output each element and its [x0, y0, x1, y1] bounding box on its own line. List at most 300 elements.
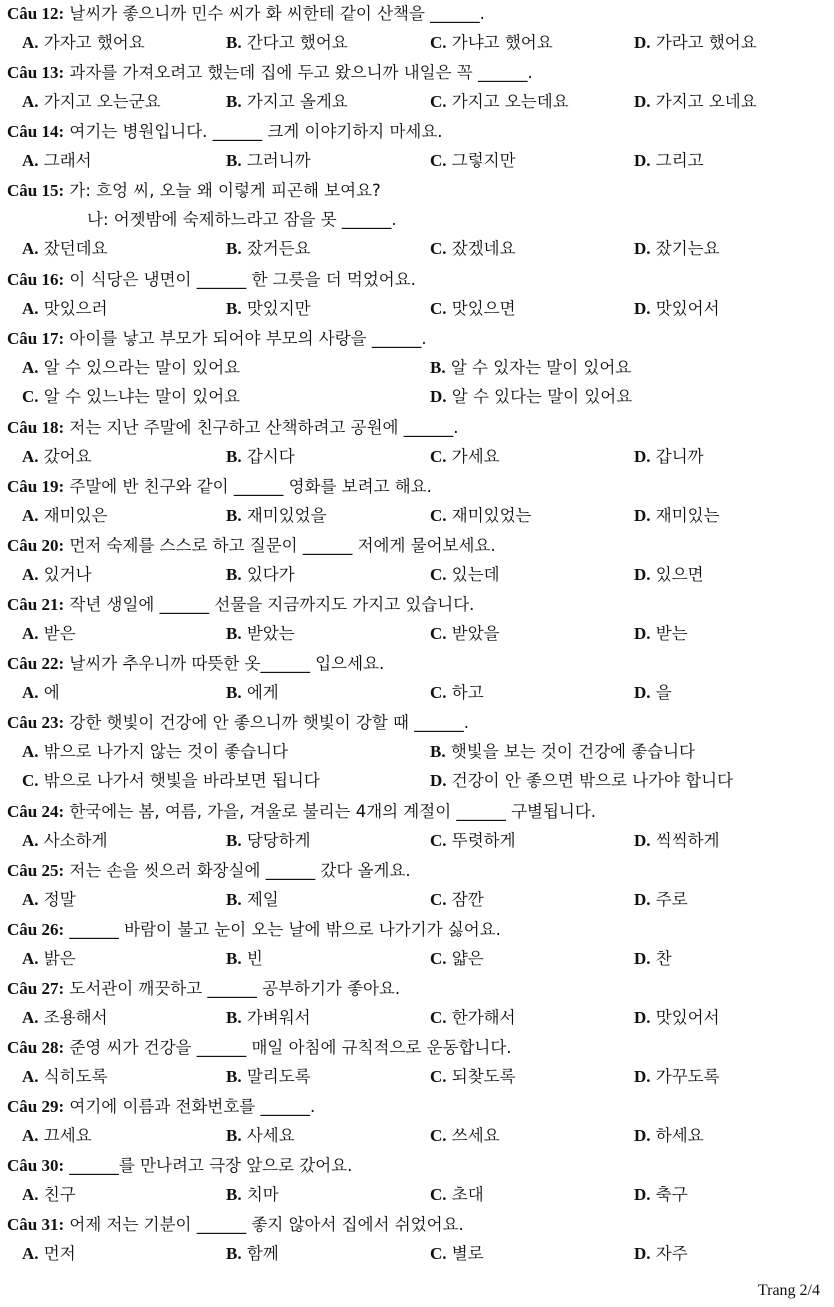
answer-option: [634, 831, 720, 851]
option-text: 하고: [451, 683, 484, 702]
option-letter: C.: [430, 1126, 447, 1145]
question-number: Câu 12:: [7, 4, 65, 23]
option-letter: D.: [634, 890, 651, 909]
question-stem: [7, 418, 458, 438]
question-text: 여기는 병원입니다. ______ 크게 이야기하지 마세요.: [64, 122, 443, 141]
question-text: 날씨가 좋으니까 민수 씨가 화 씨한테 같이 산책을 ______.: [64, 4, 485, 23]
option-letter: A.: [22, 447, 39, 466]
answer-option: [22, 565, 92, 585]
question-text: 작년 생일에 ______ 선물을 지금까지도 가지고 있습니다.: [64, 595, 475, 614]
option-text: 알 수 있다는 말이 있어요: [451, 387, 633, 406]
answer-option: [22, 831, 108, 851]
question-text: 강한 햇빛이 건강에 안 좋으니까 햇빛이 강할 때 ______.: [64, 713, 469, 732]
question-text: 날씨가 추우니까 따뜻한 옷______ 입으세요.: [64, 654, 385, 673]
answer-option: [22, 387, 240, 407]
answer-option: [634, 33, 757, 53]
answer-option: [430, 151, 516, 171]
option-text: 있거나: [43, 565, 92, 584]
question-number: Câu 31:: [7, 1215, 65, 1234]
option-letter: C.: [430, 239, 447, 258]
option-letter: A.: [22, 1244, 39, 1263]
option-text: 식히도록: [43, 1067, 108, 1086]
answer-option: [226, 890, 279, 910]
option-letter: B.: [226, 831, 242, 850]
answer-option: [22, 624, 76, 644]
option-letter: A.: [22, 299, 39, 318]
question-number: Câu 13:: [7, 63, 65, 82]
answer-option: [22, 949, 76, 969]
option-text: 알 수 있자는 말이 있어요: [450, 358, 632, 377]
option-text: 뚜렷하게: [451, 831, 516, 850]
option-letter: B.: [226, 890, 242, 909]
answer-option: [634, 239, 720, 259]
answer-option: [430, 299, 516, 319]
option-text: 가꾸도록: [655, 1067, 720, 1086]
option-letter: B.: [226, 447, 242, 466]
option-letter: A.: [22, 506, 39, 525]
option-letter: B.: [226, 151, 242, 170]
answer-option: [430, 506, 531, 526]
option-text: 받은: [43, 624, 76, 643]
option-letter: D.: [634, 92, 651, 111]
question-text: 도서관이 깨끗하고 ______ 공부하기가 좋아요.: [64, 979, 401, 998]
answer-option: [226, 1244, 279, 1264]
option-letter: D.: [634, 299, 651, 318]
option-text: 가지고 오는데요: [451, 92, 569, 111]
answer-option: [226, 239, 311, 259]
answer-option: [430, 831, 516, 851]
answer-option: [22, 447, 92, 467]
option-text: 재미있은: [43, 506, 108, 525]
question-number: Câu 23:: [7, 713, 65, 732]
option-letter: D.: [634, 447, 651, 466]
answer-option: [430, 890, 484, 910]
question-stem: [7, 979, 400, 999]
option-letter: D.: [430, 387, 447, 406]
answer-option: [22, 683, 60, 703]
question-number: Câu 16:: [7, 270, 65, 289]
answer-option: [22, 890, 76, 910]
option-text: 가냐고 했어요: [451, 33, 553, 52]
answer-option: [22, 771, 320, 791]
option-letter: B.: [226, 683, 242, 702]
option-letter: C.: [430, 1067, 447, 1086]
option-letter: B.: [430, 358, 446, 377]
option-letter: A.: [22, 949, 39, 968]
option-letter: D.: [634, 33, 651, 52]
question-number: Câu 18:: [7, 418, 65, 437]
question-stem: [7, 713, 469, 733]
option-letter: D.: [634, 1008, 651, 1027]
answer-option: [226, 92, 348, 112]
option-letter: B.: [226, 92, 242, 111]
answer-option: [430, 239, 516, 259]
question-stem: [7, 595, 474, 615]
option-letter: C.: [430, 151, 447, 170]
option-text: 알 수 있으라는 말이 있어요: [43, 358, 241, 377]
question-text: 가: 흐엉 씨, 오늘 왜 이렇게 피곤해 보여요?: [64, 181, 381, 200]
option-letter: A.: [22, 1067, 39, 1086]
option-text: 주로: [655, 890, 688, 909]
option-letter: C.: [430, 447, 447, 466]
answer-option: [22, 358, 240, 378]
option-text: 초대: [451, 1185, 484, 1204]
answer-option: [226, 1126, 295, 1146]
option-text: 하세요: [655, 1126, 704, 1145]
option-letter: C.: [430, 683, 447, 702]
option-text: 갑시다: [246, 447, 295, 466]
option-letter: D.: [634, 1126, 651, 1145]
answer-option: [430, 949, 484, 969]
answer-option: [634, 890, 688, 910]
option-text: 갔어요: [43, 447, 92, 466]
option-text: 에게: [246, 683, 279, 702]
question-stem: [7, 536, 496, 556]
answer-option: [430, 742, 695, 762]
answer-option: [634, 1008, 720, 1028]
answer-option: [634, 624, 688, 644]
question-number: Câu 17:: [7, 329, 65, 348]
option-letter: A.: [22, 33, 39, 52]
option-text: 맛있어서: [655, 299, 720, 318]
option-letter: B.: [226, 1185, 242, 1204]
question-stem: [7, 181, 381, 201]
answer-option: [634, 92, 757, 112]
option-text: 재미있었을: [246, 506, 327, 525]
option-text: 가세요: [451, 447, 500, 466]
option-text: 햇빛을 보는 것이 건강에 좋습니다: [450, 742, 695, 761]
question-stem: [7, 1215, 464, 1235]
question-stem: [7, 802, 596, 822]
option-text: 빈: [246, 949, 263, 968]
option-text: 있다가: [246, 565, 295, 584]
answer-option: [22, 1185, 76, 1205]
option-text: 받았을: [451, 624, 500, 643]
option-text: 끄세요: [43, 1126, 92, 1145]
option-letter: D.: [634, 683, 651, 702]
question-number: Câu 26:: [7, 920, 65, 939]
option-text: 얇은: [451, 949, 484, 968]
option-letter: C.: [430, 92, 447, 111]
answer-option: [634, 151, 704, 171]
question-text: 한국에는 봄, 여름, 가을, 겨울로 불리는 4개의 계절이 ______ 구별됩니다.: [64, 802, 597, 821]
option-letter: C.: [430, 1008, 447, 1027]
question-text: ______를 만나려고 극장 앞으로 갔어요.: [64, 1156, 353, 1175]
answer-option: [22, 1244, 76, 1264]
question-text: 저는 지난 주말에 친구하고 산책하려고 공원에 ______.: [64, 418, 459, 437]
question-number: Câu 28:: [7, 1038, 65, 1057]
option-letter: B.: [226, 624, 242, 643]
answer-option: [430, 358, 631, 378]
question-stem: [7, 477, 432, 497]
question-text: 먼저 숙제를 스스로 하고 질문이 ______ 저에게 물어보세요.: [64, 536, 496, 555]
option-letter: B.: [226, 1067, 242, 1086]
question-stem: [7, 63, 533, 83]
option-text: 가자고 했어요: [43, 33, 145, 52]
question-number: Câu 25:: [7, 861, 65, 880]
option-letter: C.: [430, 506, 447, 525]
option-text: 말리도록: [246, 1067, 311, 1086]
option-letter: B.: [430, 742, 446, 761]
option-letter: A.: [22, 742, 39, 761]
question-text-line2: 나: 어젯밤에 숙제하느라고 잠을 못 ______.: [87, 210, 397, 229]
option-text: 건강이 안 좋으면 밖으로 나가야 합니다: [451, 771, 734, 790]
answer-option: [634, 1244, 688, 1264]
option-text: 치마: [246, 1185, 279, 1204]
answer-option: [226, 1185, 279, 1205]
answer-option: [430, 624, 500, 644]
option-letter: B.: [226, 239, 242, 258]
answer-option: [430, 1126, 500, 1146]
question-text: 주말에 반 친구와 같이 ______ 영화를 보려고 해요.: [64, 477, 432, 496]
option-letter: C.: [430, 624, 447, 643]
option-text: 맛있으면: [451, 299, 516, 318]
option-letter: A.: [22, 358, 39, 377]
question-stem: [7, 122, 443, 142]
question-number: Câu 14:: [7, 122, 65, 141]
answer-option: [226, 831, 311, 851]
question-stem: [7, 1097, 315, 1117]
option-text: 친구: [43, 1185, 76, 1204]
answer-option: [430, 92, 569, 112]
option-letter: A.: [22, 831, 39, 850]
question-text: 어제 저는 기분이 ______ 좋지 않아서 집에서 쉬었어요.: [64, 1215, 464, 1234]
option-letter: A.: [22, 1008, 39, 1027]
option-text: 함께: [246, 1244, 279, 1263]
option-text: 에: [43, 683, 60, 702]
question-number: Câu 30:: [7, 1156, 65, 1175]
option-letter: D.: [634, 239, 651, 258]
option-text: 맛있지만: [246, 299, 311, 318]
option-text: 정말: [43, 890, 76, 909]
option-letter: B.: [226, 949, 242, 968]
answer-option: [22, 151, 92, 171]
answer-option: [226, 624, 295, 644]
question-number: Câu 21:: [7, 595, 65, 614]
answer-option: [22, 1008, 108, 1028]
option-letter: C.: [430, 890, 447, 909]
option-text: 받는: [655, 624, 688, 643]
option-text: 밖으로 나가서 햇빛을 바라보면 됩니다: [43, 771, 320, 790]
option-letter: D.: [634, 506, 651, 525]
option-text: 재미있는: [655, 506, 720, 525]
option-text: 갑니까: [655, 447, 704, 466]
option-letter: D.: [430, 771, 447, 790]
question-stem: [7, 861, 411, 881]
answer-option: [430, 565, 500, 585]
option-letter: D.: [634, 949, 651, 968]
option-letter: A.: [22, 624, 39, 643]
answer-option: [634, 506, 720, 526]
option-letter: B.: [226, 299, 242, 318]
option-text: 그러니까: [246, 151, 311, 170]
answer-option: [226, 683, 279, 703]
option-text: 가지고 오네요: [655, 92, 757, 111]
option-text: 받았는: [246, 624, 295, 643]
option-letter: C.: [430, 1244, 447, 1263]
question-stem: [7, 920, 501, 940]
answer-option: [430, 771, 733, 791]
option-text: 축구: [655, 1185, 688, 1204]
option-text: 있으면: [655, 565, 704, 584]
option-text: 한가해서: [451, 1008, 516, 1027]
option-text: 먼저: [43, 1244, 76, 1263]
answer-option: [430, 447, 500, 467]
answer-option: [22, 506, 108, 526]
answer-option: [22, 742, 288, 762]
answer-option: [430, 1067, 516, 1087]
option-letter: A.: [22, 1126, 39, 1145]
option-letter: C.: [430, 299, 447, 318]
option-letter: A.: [22, 239, 39, 258]
option-text: 밝은: [43, 949, 76, 968]
answer-option: [226, 299, 311, 319]
option-letter: A.: [22, 151, 39, 170]
question-text: 이 식당은 냉면이 ______ 한 그릇을 더 먹었어요.: [64, 270, 416, 289]
option-text: 있는데: [451, 565, 500, 584]
option-text: 잤던데요: [43, 239, 108, 258]
answer-option: [634, 565, 704, 585]
answer-option: [634, 949, 672, 969]
answer-option: [430, 1008, 516, 1028]
option-text: 알 수 있느냐는 말이 있어요: [43, 387, 241, 406]
option-letter: C.: [430, 949, 447, 968]
option-letter: A.: [22, 890, 39, 909]
question-number: Câu 29:: [7, 1097, 65, 1116]
answer-option: [430, 33, 553, 53]
option-letter: D.: [634, 1244, 651, 1263]
answer-option: [22, 1067, 108, 1087]
option-letter: D.: [634, 1067, 651, 1086]
answer-option: [634, 1126, 704, 1146]
answer-option: [226, 33, 348, 53]
option-letter: C.: [22, 387, 39, 406]
option-text: 잤기는요: [655, 239, 720, 258]
question-stem: [7, 329, 427, 349]
page-number: Trang 2/4: [757, 1282, 820, 1299]
answer-option: [226, 565, 295, 585]
answer-option: [226, 506, 327, 526]
option-text: 자주: [655, 1244, 688, 1263]
answer-option: [22, 239, 108, 259]
option-letter: B.: [226, 565, 242, 584]
answer-option: [22, 1126, 92, 1146]
answer-option: [22, 92, 161, 112]
option-text: 잤겠네요: [451, 239, 516, 258]
option-letter: C.: [430, 33, 447, 52]
option-letter: A.: [22, 92, 39, 111]
answer-option: [226, 447, 295, 467]
question-text: 과자를 가져오려고 했는데 집에 두고 왔으니까 내일은 꼭 ______.: [64, 63, 533, 82]
question-number: Câu 19:: [7, 477, 65, 496]
answer-option: [226, 949, 263, 969]
option-letter: A.: [22, 1185, 39, 1204]
question-text: 준영 씨가 건강을 ______ 매일 아침에 규칙적으로 운동합니다.: [64, 1038, 512, 1057]
option-text: 당당하게: [246, 831, 311, 850]
option-text: 간다고 했어요: [246, 33, 348, 52]
option-text: 제일: [246, 890, 279, 909]
option-text: 잤거든요: [246, 239, 311, 258]
answer-option: [430, 387, 632, 407]
option-text: 가벼워서: [246, 1008, 311, 1027]
answer-option: [22, 33, 145, 53]
option-letter: A.: [22, 683, 39, 702]
option-letter: B.: [226, 1008, 242, 1027]
option-text: 을: [655, 683, 672, 702]
option-letter: A.: [22, 565, 39, 584]
option-text: 쓰세요: [451, 1126, 500, 1145]
option-text: 사세요: [246, 1126, 295, 1145]
option-text: 가라고 했어요: [655, 33, 757, 52]
option-text: 그리고: [655, 151, 704, 170]
question-number: Câu 24:: [7, 802, 65, 821]
option-text: 맛있어서: [655, 1008, 720, 1027]
question-text: ______ 바람이 불고 눈이 오는 날에 밖으로 나가기가 싫어요.: [64, 920, 501, 939]
option-text: 밖으로 나가지 않는 것이 좋습니다: [43, 742, 288, 761]
question-stem: [7, 4, 485, 24]
answer-option: [634, 299, 720, 319]
answer-option: [634, 683, 672, 703]
option-letter: B.: [226, 1244, 242, 1263]
option-letter: C.: [430, 565, 447, 584]
question-stem: [7, 1156, 352, 1176]
option-letter: B.: [226, 1126, 242, 1145]
answer-option: [430, 1244, 484, 1264]
question-text: 아이를 낳고 부모가 되어야 부모의 사랑을 ______.: [64, 329, 427, 348]
question-text: 여기에 이름과 전화번호를 ______.: [64, 1097, 316, 1116]
option-text: 가지고 올게요: [246, 92, 348, 111]
option-text: 그렇지만: [451, 151, 516, 170]
option-letter: C.: [22, 771, 39, 790]
answer-option: [430, 1185, 484, 1205]
option-letter: B.: [226, 33, 242, 52]
question-number: Câu 27:: [7, 979, 65, 998]
question-number: Câu 15:: [7, 181, 65, 200]
option-letter: D.: [634, 151, 651, 170]
option-text: 가지고 오는군요: [43, 92, 161, 111]
option-letter: D.: [634, 831, 651, 850]
option-text: 재미있었는: [451, 506, 532, 525]
question-stem: [7, 654, 384, 674]
option-text: 맛있으러: [43, 299, 108, 318]
option-letter: D.: [634, 565, 651, 584]
option-letter: B.: [226, 506, 242, 525]
option-text: 별로: [451, 1244, 484, 1263]
answer-option: [634, 447, 704, 467]
option-text: 사소하게: [43, 831, 108, 850]
option-text: 씩씩하게: [655, 831, 720, 850]
answer-option: [634, 1067, 720, 1087]
option-text: 되찾도록: [451, 1067, 516, 1086]
question-number: Câu 20:: [7, 536, 65, 555]
answer-option: [634, 1185, 688, 1205]
option-text: 찬: [655, 949, 672, 968]
option-letter: D.: [634, 624, 651, 643]
answer-option: [226, 1008, 311, 1028]
option-letter: C.: [430, 1185, 447, 1204]
option-text: 잠깐: [451, 890, 484, 909]
question-stem: [7, 1038, 512, 1058]
answer-option: [430, 683, 484, 703]
option-letter: C.: [430, 831, 447, 850]
question-stem: [7, 270, 416, 290]
answer-option: [226, 151, 311, 171]
option-text: 조용해서: [43, 1008, 108, 1027]
answer-option: [226, 1067, 311, 1087]
option-letter: D.: [634, 1185, 651, 1204]
question-dialogue-line: [7, 210, 397, 230]
question-number: Câu 22:: [7, 654, 65, 673]
